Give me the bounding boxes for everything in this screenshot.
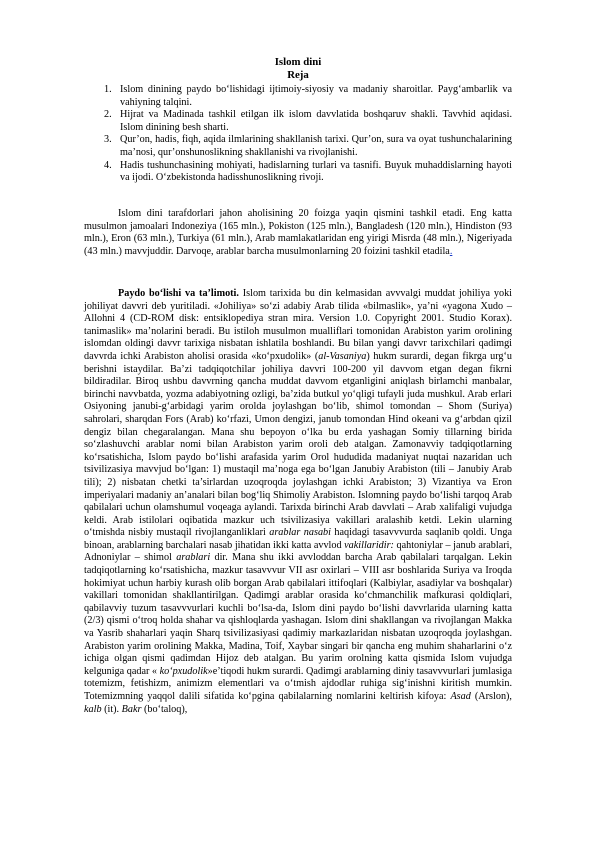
- hyperlink-mark[interactable]: .: [449, 245, 453, 257]
- italic-term: Asad: [450, 691, 471, 702]
- plan-item: [94, 109, 512, 134]
- italic-term: Bakr: [121, 703, 142, 715]
- plan-item-number: 2.: [104, 109, 112, 121]
- text-run: ) hukm surardi, degan fikrga urg‘u berishni istaydilar. Ba’zi tadqiqotchilar johiliya davvri 100-200 yil davvom etgan degan fikrni bildiradilar. Biroq ushbu davvrning qancha muddat davvom etganligini aniqlash birlamchi manbalar, birinchi navvbatda, yozma adabiyotning ozligi, ba’zida butkul yo‘qligi tufayli juda mushkul. Arab erlari Osiyoning janubi-g‘arbidagi yarim orolda joylashgan bo‘lib, shimol tomondan – Shom (Suriya) sahrolari, sharqdan Fors (Arab) ko‘rfazi, Umon dengizi, janub tomondan Hind okeani va g‘arbdan qizil dengiz bilan chegaralangan. Mana shu bepoyon o‘lka bu erda yashagan Somiy tillarning birida so‘zlashuvchi arablar nomi bilan Arabiston yarim oroli deb atalgan. Zamonavviy tadqiqotlarning ko‘rsatishicha, Islom paydo bo‘lishi arafasida yarim Orol hududida madaniyat nuqtai nazaridan uch tsivilizasiya mavvjud bo‘lgan: 1) mustaqil ma’noga ega bo‘lgan Janubiy Arabiston (tili – Janubiy Arab tili); 2) nisbatan chetki ta’sirlardan uzoqroqda joylashgan ichki Arabiston; 3) Vizantiya va Eron imperiyalari madaniy an’analari bilan bog‘liq Shimoliy Arabiston. Islomning paydo bo‘lishi tarqoq Arab qabilalari uchun olamshumul voqeaga aylandi. Tarixda birinchi Arab davvlati – Arab xalifaligi vujudga keldi. Arab istilolari oqibatida mazkur uch tsivilizasiya vakillari aralashib ketdi. Lekin ularning o‘tmishda nisbiy mustaqil rivojlanganliklari: [84, 350, 513, 539]
- document-title: Islom dini: [274, 56, 322, 68]
- plan-item: [94, 134, 512, 159]
- paragraph-origins: [84, 288, 512, 716]
- text-run: »e’tiqodi hukm surardi. Qadimgi arablarning diniy tasavvvurlari jumlasiga totemizm, fetishizm, animizm elementlari va o‘tmish ajdodlar ruhiga sig‘inishni kiritish mumkin. Totemizmning yaqqol dalili sifatida ko‘pgina qabilalarning nomlarini keltirish kifoya:: [84, 665, 512, 702]
- italic-term: arablar nasabi: [269, 527, 331, 539]
- italic-term: ko‘pxudolik: [159, 665, 208, 677]
- plan-item-text: Islom dinining paydo bo‘lishidagi ijtimoiy-siyosiy va madaniy sharoitlar. Payg‘ambarlik va vahiyning talqini.: [120, 84, 512, 108]
- plan-item-number: 3.: [104, 134, 112, 146]
- italic-term: al-Vasaniya: [318, 350, 367, 362]
- plan-item-number: 4.: [104, 159, 112, 171]
- italic-term: kalb: [84, 703, 102, 715]
- paragraph-text: Islom dini tarafdorlari jahon aholisining 20 foizga yaqin qismini tashkil etadi. Eng katta musulmon jamoalari Indoneziya (165 mln.), Pokiston (125 mln.), Bangladesh (120 mln.), Hindiston (93 mln.), Eron (63 mln.), Turkiya (61 mln.), Arab mamlakatlaridan eng yirigi Misrda (48 mln.), Nigeriyada (43 mln.) mavvjuddir. Darvoqe, arablar barcha musulmonlarning 20 foizini tashkil etadila: [84, 208, 512, 257]
- plan-item-text: Hijrat va Madinada tashkil etilgan ilk islom davvlatida boshqaruv shakli. Tavvhid aqidasi. Islom dinining besh sharti.: [120, 109, 512, 133]
- plan-item-number: 1.: [104, 84, 112, 95]
- text-run: (bo‘taloq),: [141, 703, 188, 715]
- text-run: (Arslon),: [470, 691, 512, 702]
- plan-heading: Reja: [287, 69, 309, 81]
- text-run: Islom tarixida bu din kelmasidan avvvalgi muddat johiliya yoki johiliyat davvri deb yuritiladi. «Johiliya» so‘zi adabiy Arab tilida «bilmaslik», ya’ni «yagona Xudo – Allohni 4 (CD-ROM disk: entsiklopediya stran mira. Version 1.0. Copyright 2001. Studio Korax). tanimaslik» ma’nolarini beradi. Bu istiloh musulmon mualliflari tomonidan Arabiston yarim orolining islomdan oldingi davvr tarixiga nisbatan ishlatila boshlandi. Bu bilan yangi davvr tarixchilari qadimgi davvrda ichki Arabiston aholisi orasida «ko‘pxudolik» (: [84, 288, 513, 362]
- plan-list: [94, 84, 512, 185]
- plan-item-text: Hadis tushunchasining mohiyati, hadislarning turlari va tasnifi. Buyuk muhaddislarning hayoti va ijodi. O‘zbekistonda hadisshunoslikning rivoji.: [120, 159, 512, 184]
- plan-item: [94, 160, 512, 185]
- text-run: (it).: [101, 703, 122, 715]
- text-run: haqidagi tasavvvurda saqlanib qoldi. Unga binoan, arablarning barchalari nasab jihatidan ikki katta avvlod: [84, 527, 512, 551]
- paragraph-demographics: [84, 208, 512, 258]
- plan-item-text: Qur’on, hadis, fiqh, aqida ilmlarining shakllanish tarixi. Qur’on, sura va oyat tushunchalarining ma’nosi, qur’onshunoslikning shakllanishi va rivojlanishi.: [120, 134, 512, 158]
- plan-item: [94, 84, 512, 109]
- text-run: dir. Mana shu ikki avvloddan barcha Arab qabilalari tarqalgan. Lekin tadqiqotlarning ko‘rsatishicha, mazkur tasavvvur VII asr oxirlari – VIII asr boshlarida Suriya va Iroqda hokimiyat uchun harbiy kurash olib borgan Arab qabilalari ittifoqlari (Kalbiylar, asadiylar va boshqalar) vakillari tomonidan shakllantirilgan. Qadimgi arablar orasida ko‘chmanchilik mafkurasi qoldiqlari, qabilavviy tuzum tasavvvurlari kuchli bo‘lsa-da, Islom dini paydo bo‘lishi davvrlarida ularning katta (2/3) qismi o‘troq holda shahar va qishloqlarda yashagan. Islom dini shakllangan va rivojlangan Makka va Yasrib shaharlari yaqin Sharq tsivilizasiyasi qadimiy markazlaridan nisbatan uzoqroqda joylashgan. Arabiston yarim orolining Makka, Madina, Toif, Xaybar singari bir qancha eng muhim shaharlarini o‘z ichiga olgan qismi qadimdan Hijoz deb atalgan. Bu yarim orolning katta qismida Islom vujudga kelguniga qadar «: [84, 552, 513, 677]
- text-run: qahtoniylar – janub arablari, Adnoniylar – shimol: [84, 539, 512, 564]
- italic-term: vakillaridir:: [344, 539, 394, 551]
- italic-term: arablari: [176, 552, 211, 564]
- paragraph-lead-heading: Paydo bo‘lishi va ta’limoti.: [118, 288, 239, 299]
